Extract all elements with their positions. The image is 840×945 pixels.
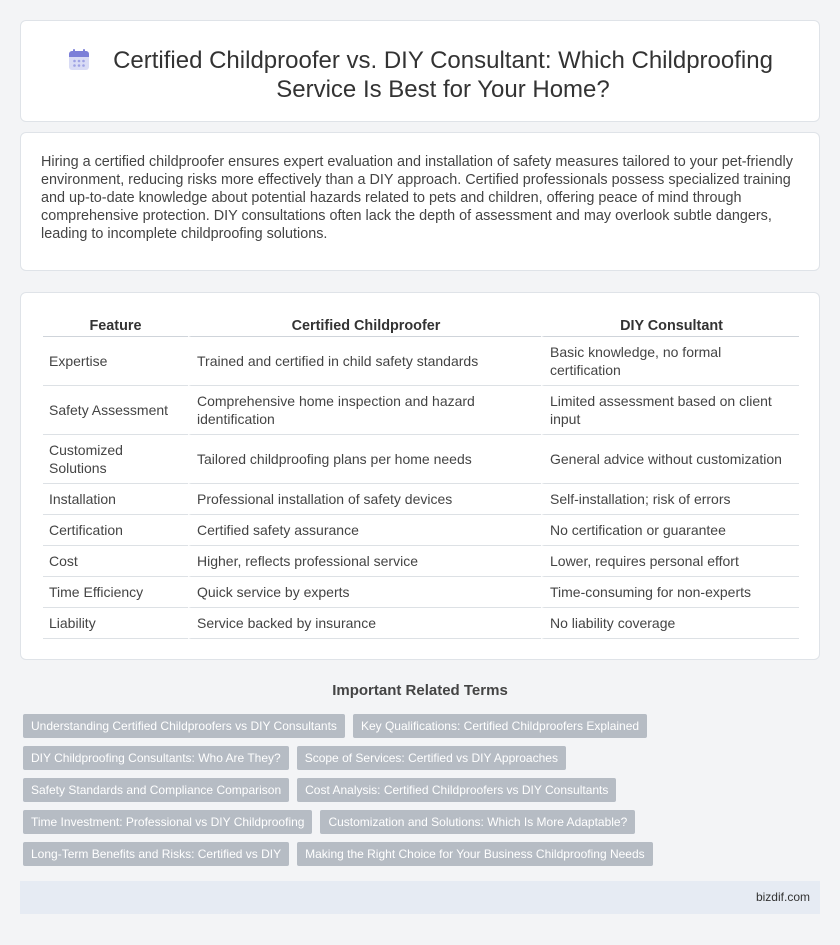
column-header-diy: DIY Consultant: [541, 311, 799, 337]
related-term-tag[interactable]: Time Investment: Professional vs DIY Childproofing: [23, 810, 312, 834]
table-row: [43, 435, 799, 484]
related-terms-list: [23, 714, 813, 874]
certified-cell: Trained and certified in child safety standards: [188, 337, 541, 386]
table-row: [43, 484, 799, 515]
header-card: [20, 20, 820, 122]
certified-cell: Quick service by experts: [188, 577, 541, 608]
footer: [20, 881, 820, 914]
related-term-tag[interactable]: Safety Standards and Compliance Comparison: [23, 778, 289, 802]
related-terms-title: Important Related Terms: [332, 682, 508, 699]
calendar-icon: [67, 48, 91, 72]
table-row: [43, 546, 799, 577]
diy-cell: Time-consuming for non-experts: [541, 577, 799, 608]
certified-cell: Service backed by insurance: [188, 608, 541, 639]
table-row: [43, 577, 799, 608]
feature-cell: Safety Assessment: [43, 386, 188, 435]
feature-cell: Cost: [43, 546, 188, 577]
certified-cell: Higher, reflects professional service: [188, 546, 541, 577]
table-row: [43, 515, 799, 546]
related-term-tag[interactable]: Long-Term Benefits and Risks: Certified vs DIY: [23, 842, 289, 866]
diy-cell: Basic knowledge, no formal certification: [541, 337, 799, 386]
page-title: Certified Childproofer vs. DIY Consultant: Which Childproofing Service Is Best for Your Home?: [113, 47, 773, 103]
certified-cell: Tailored childproofing plans per home needs: [188, 435, 541, 484]
related-term-tag[interactable]: Key Qualifications: Certified Childproofers Explained: [353, 714, 647, 738]
table-header-row: [43, 311, 799, 337]
intro-paragraph: Hiring a certified childproofer ensures expert evaluation and installation of safety measures tailored to your pet-friendly environment, reducing risks more effectively than a DIY approach. Certified professionals possess specialized training and up-to-date knowledge about potential hazards related to pets and children, offering peace of mind through comprehensive protection. DIY consultations often lack the depth of assessment and may overlook subtle dangers, leading to incomplete childproofing solutions.: [41, 154, 793, 242]
feature-cell: Installation: [43, 484, 188, 515]
feature-cell: Customized Solutions: [43, 435, 188, 484]
diy-cell: No certification or guarantee: [541, 515, 799, 546]
related-term-tag[interactable]: Making the Right Choice for Your Business Childproofing Needs: [297, 842, 653, 866]
certified-cell: Professional installation of safety devices: [188, 484, 541, 515]
table-row: [43, 386, 799, 435]
certified-cell: Comprehensive home inspection and hazard identification: [188, 386, 541, 435]
related-term-tag[interactable]: Cost Analysis: Certified Childproofers vs DIY Consultants: [297, 778, 616, 802]
feature-cell: Expertise: [43, 337, 188, 386]
diy-cell: Self-installation; risk of errors: [541, 484, 799, 515]
certified-cell: Certified safety assurance: [188, 515, 541, 546]
column-header-certified: Certified Childproofer: [188, 311, 541, 337]
feature-cell: Time Efficiency: [43, 577, 188, 608]
comparison-card: [20, 292, 820, 660]
related-term-tag[interactable]: Scope of Services: Certified vs DIY Approaches: [297, 746, 566, 770]
diy-cell: No liability coverage: [541, 608, 799, 639]
feature-cell: Certification: [43, 515, 188, 546]
comparison-table: [43, 311, 799, 639]
column-header-feature: Feature: [43, 311, 188, 337]
diy-cell: General advice without customization: [541, 435, 799, 484]
table-row: [43, 608, 799, 639]
related-term-tag[interactable]: Customization and Solutions: Which Is More Adaptable?: [320, 810, 635, 834]
feature-cell: Liability: [43, 608, 188, 639]
intro-card: [20, 132, 820, 271]
diy-cell: Limited assessment based on client input: [541, 386, 799, 435]
footer-site-link[interactable]: bizdif.com: [755, 890, 810, 904]
table-row: [43, 337, 799, 386]
diy-cell: Lower, requires personal effort: [541, 546, 799, 577]
related-term-tag[interactable]: Understanding Certified Childproofers vs DIY Consultants: [23, 714, 345, 738]
related-term-tag[interactable]: DIY Childproofing Consultants: Who Are They?: [23, 746, 289, 770]
